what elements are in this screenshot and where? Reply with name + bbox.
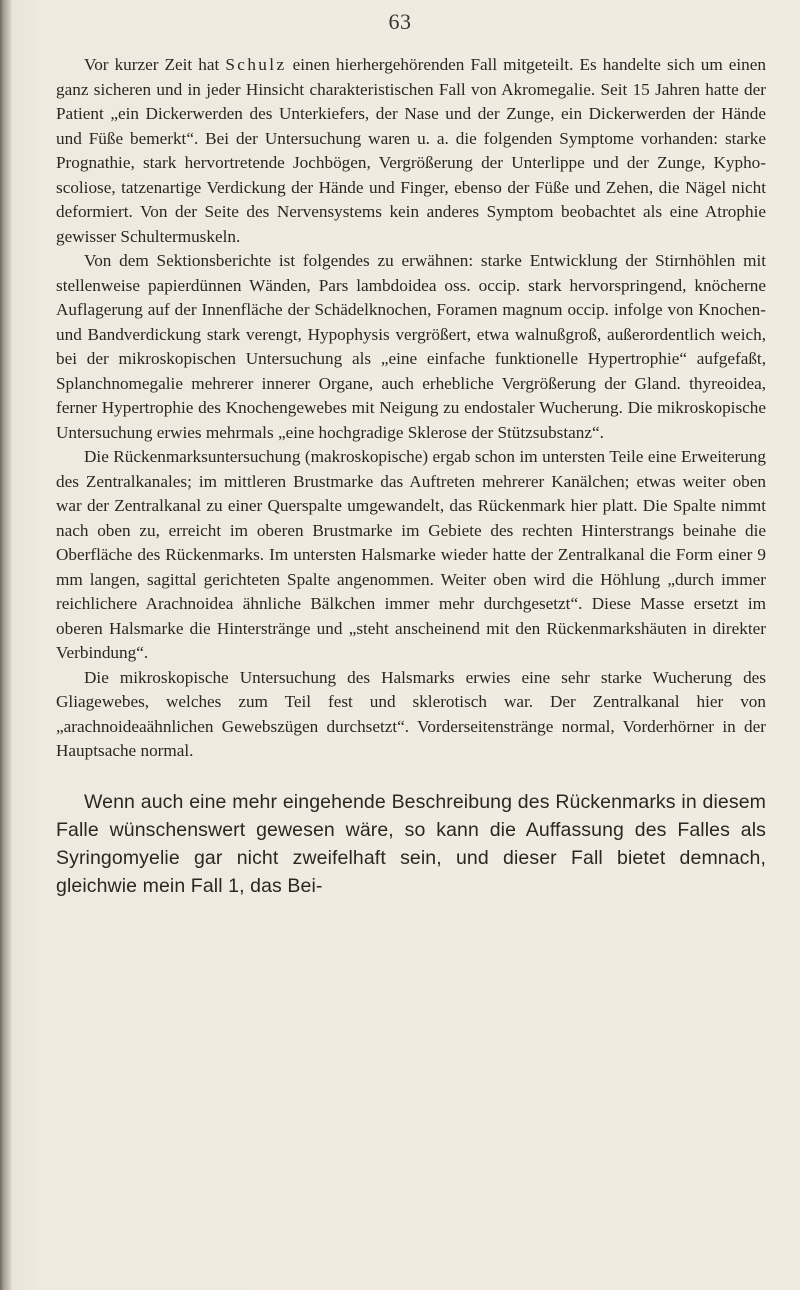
paragraph-lead: Vor kurzer Zeit hat [84, 55, 226, 74]
paragraph-autopsy-report: Von dem Sektionsberichte ist folgendes zu erwähnen: starke Entwicklung der Stirnhöhlen mit stellenweise papierdünnen Wänden, Pars lambdoidea oss. occip. stark hervorspringend, knöcherne Auflagerung auf der Innenfläche der Schädelknochen, Foramen magnum occip. infolge von Knochen- und Bandverdickung stark verengt, Hypophysis vergrößert, etwa walnußgroß, außerordentlich weich, bei der mikroskopischen Untersuchung als „eine einfache funktionelle Hypertrophie“ aufgefaßt, Splanchnomegalie mehrerer innerer Organe, auch erhebliche Vergrößerung der Gland. thyreoidea, ferner Hypertrophie des Knochengewebes mit Neigung zu endostaler Wucherung. Die mikroskopische Untersuchung erwies mehrmals „eine hochgradige Sklerose der Stützsubstanz“. [56, 251, 766, 442]
page-number: 63 [388, 9, 412, 34]
paragraph-conclusion: Wenn auch eine mehr eingehende Beschreibung des Rückenmarks in diesem Falle wünschenswert gewesen wäre, so kann die Auffassung des Falles als Syringomyelie gar nicht zweifelhaft sein, und dieser Fall bietet demnach, gleichwie mein Fall 1, das Bei- [56, 790, 766, 897]
paragraph-rest: einen hierhergehörenden Fall mitgeteilt. Es handelte sich um einen ganz sicheren und in jeder Hinsicht charakteristischen Fall von Akromegalie. Seit 15 Jahren hatte der Patient „ein Dickerwerden des Unterkiefers, der Nase und der Zunge, ein Dickerwerden der Hände und Füße bemerkt“. Bei der Untersuchung waren u. a. die folgenden Symptome vorhanden: starke Prognathie, stark hervortretende Jochbögen, Vergrößerung der Unterlippe und der Zunge, Kypho-scoliose, tatzenartige Verdickung der Hände und Finger, ebenso der Füße und Zehen, die Nägel nicht deformiert. Von der Seite des Nervensystems kein anderes Symptom beobachtet als eine Atrophie gewisser Schultermuskeln. [56, 55, 766, 246]
body-text [56, 53, 766, 900]
paragraph-schulz-case [56, 53, 766, 249]
paragraph-spinal-cord-microscopic: Die mikroskopische Untersuchung des Halsmarks erwies eine sehr starke Wucherung des Gliagewebes, welches zum Teil fest und sklerotisch war. Der Zentralkanal hier von „arachnoideaähnlichen Gewebszügen durchsetzt“. Vorderseitenstränge normal, Vorderhörner in der Hauptsache normal. [56, 667, 766, 760]
paragraph-spinal-cord-macroscopic: Die Rückenmarksuntersuchung (makroskopische) ergab schon im untersten Teile eine Erweiterung des Zentralkanales; im mittleren Brustmarke das Auftreten mehrerer Kanälchen; etwas weiter oben war der Zentralkanal zu einer Querspalte umgewandelt, das Rückenmark hier platt. Die Spalte nimmt nach oben zu, erreicht im oberen Brustmarke im Gebiete des rechten Hinterstrangs beinahe die Oberfläche des Rückenmarks. Im untersten Halsmarke wieder hatte der Zentralkanal die Form einer 9 mm langen, sagittal gerichteten Spalte angenommen. Weiter oben wird die Höhlung „durch immer reichlichere Arachnoidea ähnliche Bälkchen immer mehr durchgesetzt“. Diese Masse ersetzt im oberen Halsmarke die Hinterstränge und „steht anscheinend mit den Rückenmarkshäuten in direkter Verbindung“. [56, 447, 766, 662]
author-name: Schulz [225, 55, 287, 74]
binding-edge [0, 0, 12, 1290]
